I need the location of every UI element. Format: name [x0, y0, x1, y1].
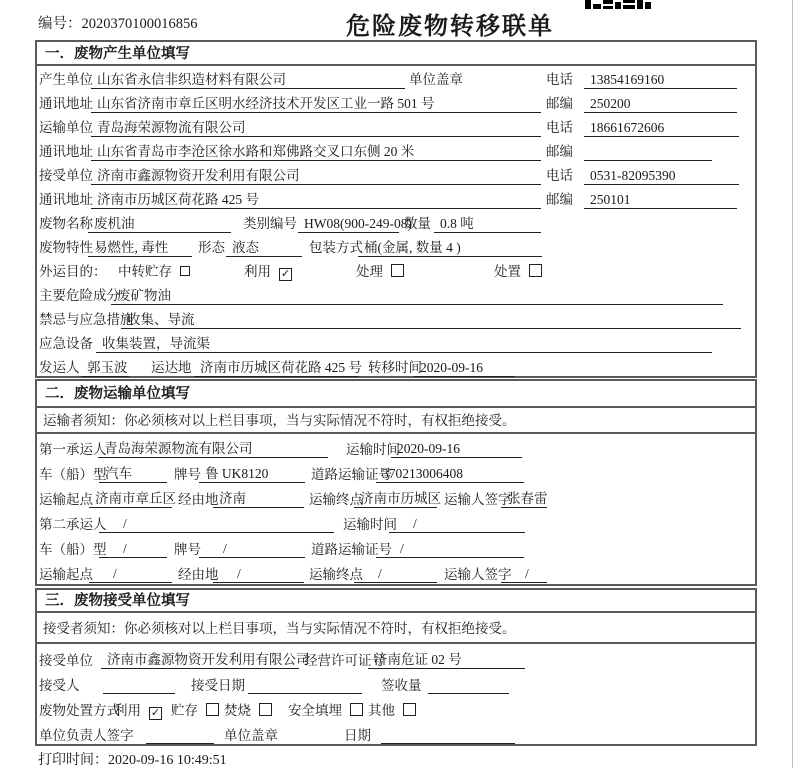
disposal-option-store [171, 698, 219, 723]
purpose-option-transfer [118, 260, 190, 284]
dispatcher-label: 发运人 [39, 360, 80, 375]
producer-field[interactable]: 山东省永信非织造材料有限公司 [91, 70, 405, 89]
transporter-address-label: 通讯地址 [39, 144, 93, 159]
row-transporter-address [37, 140, 755, 164]
packing-label: 包装方式 [309, 240, 363, 255]
row-waste-traits [37, 236, 755, 260]
sign-date-field[interactable] [381, 725, 515, 744]
purpose-option-transfer-label: 中转贮存 [118, 264, 172, 279]
route2-start-field[interactable]: / [89, 564, 172, 583]
permit2-label: 道路运输证号 [311, 542, 392, 557]
producer-phone-field[interactable]: 13854169160 [584, 70, 737, 89]
emergency-label: 禁忌与应急措施 [39, 312, 134, 327]
row-route2 [37, 562, 755, 587]
disposal-option-store-label: 贮存 [171, 703, 198, 718]
accept-date-label: 接受日期 [191, 678, 245, 693]
row-equipment [37, 332, 755, 356]
carrier2-time-label: 运输时间 [343, 517, 397, 532]
vehicle2-label: 车（船）型 [39, 542, 107, 557]
disposal-option-use-label: 利用 [114, 703, 141, 718]
waste-form-label: 形态 [198, 240, 225, 255]
section1-header: 一．废物产生单位填写 [37, 42, 755, 66]
purpose-option-treat [356, 260, 404, 284]
route2-end-field[interactable]: / [354, 564, 437, 583]
row-hazard [37, 284, 755, 308]
carrier1-time-field[interactable]: 2020-09-16 [391, 439, 522, 458]
route1-end-label: 运输终点 [309, 492, 363, 507]
row-acceptance [37, 673, 755, 698]
route2-sign-field[interactable]: / [501, 564, 547, 583]
carrier1-field[interactable]: 青岛海荣源物流有限公司 [98, 439, 328, 458]
route2-end-label: 运输终点 [309, 567, 363, 582]
row-disposal [37, 698, 755, 723]
receiver-label: 接受单位 [39, 168, 93, 183]
accept-unit-label: 接受单位 [39, 653, 93, 668]
row-transporter [37, 116, 755, 140]
waste-category-field[interactable]: HW08(900-249-08) [298, 214, 399, 233]
disposal-option-burn [224, 698, 272, 723]
row-purpose [37, 260, 755, 284]
producer-zip-label: 邮编 [546, 96, 573, 111]
purpose-option-use-label: 利用 [244, 264, 271, 279]
permit1-label: 道路运输证号 [311, 467, 392, 482]
row-vehicle1 [37, 462, 755, 487]
purpose-option-dispose [494, 260, 542, 284]
waste-category-label: 类别编号 [243, 216, 297, 231]
route1-sign-field[interactable]: 张春雷 [501, 489, 547, 508]
qr-code-fragment [585, 0, 653, 9]
carrier1-time-label: 运输时间 [346, 442, 400, 457]
packing-field[interactable]: 桶(金属, 数量 4 ) [358, 238, 542, 257]
plate2-label: 牌号 [174, 542, 201, 557]
waste-name-field[interactable]: 废机油 [88, 214, 231, 233]
page-title: 危险废物转移联单 [346, 14, 554, 40]
row-route1 [37, 487, 755, 512]
section3-notice: 接受者须知：你必须核对以上栏目事项，当与实际情况不符时，有权拒绝接受。 [37, 613, 755, 644]
waste-qty-label: 数量 [404, 216, 431, 231]
disposal-option-use [114, 698, 162, 723]
section3-header: 三．废物接受单位填写 [37, 590, 755, 613]
row-signoff [37, 723, 755, 748]
route2-start-label: 运输起点 [39, 567, 93, 582]
responsible-sign-label: 单位负责人签字 [39, 728, 134, 743]
producer-phone-label: 电话 [546, 72, 573, 87]
transfer-time-field[interactable]: 2020-09-16 [414, 358, 515, 377]
disposal-option-other [368, 698, 416, 723]
disposal-option-landfill-label: 安全填埋 [288, 703, 342, 718]
dispatcher-field[interactable]: 郭玉波 [81, 358, 129, 377]
license-field[interactable]: 济南危证 02 号 [368, 650, 525, 669]
row-producer-address [37, 92, 755, 116]
waste-form-field[interactable]: 液态 [226, 238, 302, 257]
transporter-zip-field[interactable] [584, 142, 712, 161]
route1-via-label: 经由地 [178, 492, 219, 507]
permit2-field[interactable]: / [376, 539, 524, 558]
disposal-option-other-label: 其他 [368, 703, 395, 718]
equipment-field[interactable]: 收集装置，导流渠 [96, 334, 712, 353]
producer-address-field[interactable]: 山东省济南市章丘区明水经济技术开发区工业一路 501 号 [91, 94, 541, 113]
permit1-field[interactable]: 370213006408 [376, 464, 524, 483]
disposal-checkbox-landfill[interactable] [350, 703, 363, 716]
vehicle2-field[interactable]: / [99, 539, 167, 558]
row-vehicle2 [37, 537, 755, 562]
section2-header: 二．废物运输单位填写 [37, 381, 755, 408]
purpose-option-use [244, 260, 292, 284]
vehicle1-label: 车（船）型 [39, 467, 107, 482]
carrier2-label: 第二承运人 [39, 517, 107, 532]
section-receive [35, 588, 757, 746]
disposal-option-landfill [288, 698, 363, 723]
section-producer [35, 40, 757, 378]
destination-field[interactable]: 济南市历城区荷花路 425 号 [194, 358, 359, 377]
signed-qty-label: 签收量 [381, 678, 422, 693]
accept-unit-field[interactable]: 济南市鑫源物资开发利用有限公司 [101, 650, 299, 669]
producer-address-label: 通讯地址 [39, 96, 93, 111]
accept-person-field[interactable] [103, 675, 175, 694]
plate2-field[interactable]: / [199, 539, 305, 558]
transporter-label: 运输单位 [39, 120, 93, 135]
transporter-phone-label: 电话 [546, 120, 573, 135]
carrier2-field[interactable]: / [99, 514, 334, 533]
receiver-address-field[interactable]: 济南市历城区荷花路 425 号 [91, 190, 541, 209]
purpose-checkbox-use[interactable]: ✓ [280, 268, 291, 280]
route1-via-field[interactable]: 济南 [213, 489, 304, 508]
purpose-label: 外运目的： [39, 264, 107, 279]
producer-seal-label: 单位盖章 [409, 72, 463, 87]
vehicle1-field[interactable]: 汽车 [99, 464, 167, 483]
disposal-checkbox-other[interactable] [403, 703, 416, 716]
signed-qty-field[interactable] [428, 675, 509, 694]
disposal-option-burn-label: 焚烧 [224, 703, 251, 718]
purpose-checkbox-dispose[interactable] [529, 264, 542, 277]
plate1-field[interactable]: 鲁 UK8120 [199, 464, 305, 483]
row-emergency [37, 308, 755, 332]
receiver-zip-field[interactable]: 250101 [584, 190, 737, 209]
unit-seal-label: 单位盖章 [224, 728, 278, 743]
receiver-phone-label: 电话 [546, 168, 573, 183]
serial-value: 2020370100016856 [81, 16, 198, 32]
purpose-option-dispose-label: 处置 [494, 264, 521, 279]
row-waste-name [37, 212, 755, 236]
row-receiver-address [37, 188, 755, 212]
disposal-checkbox-burn[interactable] [259, 703, 272, 716]
serial-label: 编号： [38, 16, 82, 32]
waste-traits-field[interactable]: 易燃性, 毒性 [88, 238, 192, 257]
section-transport [35, 379, 757, 586]
route1-end-field[interactable]: 济南市历城区 [354, 489, 437, 508]
route1-sign-label: 运输人签字 [444, 492, 512, 507]
purpose-checkbox-transfer[interactable] [180, 266, 190, 276]
transporter-zip-label: 邮编 [546, 144, 573, 159]
row-carrier2 [37, 512, 755, 537]
accept-person-label: 接受人 [39, 678, 80, 693]
row-accept-unit [37, 648, 755, 673]
purpose-checkbox-treat[interactable] [391, 264, 404, 277]
transporter-phone-field[interactable]: 18661672606 [584, 118, 739, 137]
row-receiver [37, 164, 755, 188]
section2-notice: 运输者须知：你必须核对以上栏目事项，当与实际情况不符时，有权拒绝接受。 [37, 408, 755, 434]
receiver-field[interactable]: 济南市鑫源物资开发利用有限公司 [91, 166, 541, 185]
transfer-time-label: 转移时间 [368, 360, 422, 375]
route1-start-field[interactable]: 济南市章丘区 [89, 489, 172, 508]
print-time-value: 2020-09-16 10:49:51 [108, 753, 227, 768]
license-label: 经营许可证号 [304, 653, 385, 668]
equipment-label: 应急设备 [39, 336, 93, 351]
hazard-field[interactable]: 废矿物油 [111, 286, 723, 305]
carrier1-label: 第一承运人 [39, 442, 107, 457]
accept-date-field[interactable] [248, 675, 362, 694]
hazard-label: 主要危险成分 [39, 288, 120, 303]
plate1-label: 牌号 [174, 467, 201, 482]
waste-qty-field[interactable]: 0.8 吨 [434, 214, 541, 233]
receiver-phone-field[interactable]: 0531-82095390 [584, 166, 739, 185]
row-carrier1 [37, 437, 755, 462]
disposal-label: 废物处置方式 [39, 703, 120, 718]
disposal-checkbox-use[interactable]: ✓ [150, 707, 161, 719]
emergency-field[interactable]: 收集、导流 [121, 310, 741, 329]
route2-via-field[interactable]: / [213, 564, 304, 583]
purpose-option-treat-label: 处理 [356, 264, 383, 279]
waste-traits-label: 废物特性 [39, 240, 93, 255]
destination-label: 运达地 [151, 360, 192, 375]
carrier2-time-field[interactable]: / [389, 514, 525, 533]
print-time-line [38, 749, 227, 769]
producer-zip-field[interactable]: 250200 [584, 94, 737, 113]
waste-name-label: 废物名称 [39, 216, 93, 231]
route2-sign-label: 运输人签字 [444, 567, 512, 582]
transporter-address-field[interactable]: 山东省青岛市李沧区徐水路和郑佛路交叉口东侧 20 米 [91, 142, 541, 161]
disposal-checkbox-store[interactable] [206, 703, 219, 716]
print-time-label: 打印时间： [38, 753, 108, 768]
producer-label: 产生单位 [39, 72, 93, 87]
row-dispatch [37, 356, 755, 380]
page-right-edge [792, 0, 793, 768]
sign-date-label: 日期 [344, 728, 371, 743]
row-producer [37, 68, 755, 92]
route2-via-label: 经由地 [178, 567, 219, 582]
receiver-address-label: 通讯地址 [39, 192, 93, 207]
transporter-field[interactable]: 青岛海荣源物流有限公司 [91, 118, 541, 137]
receiver-zip-label: 邮编 [546, 192, 573, 207]
responsible-sign-field[interactable] [146, 725, 214, 744]
route1-start-label: 运输起点 [39, 492, 93, 507]
